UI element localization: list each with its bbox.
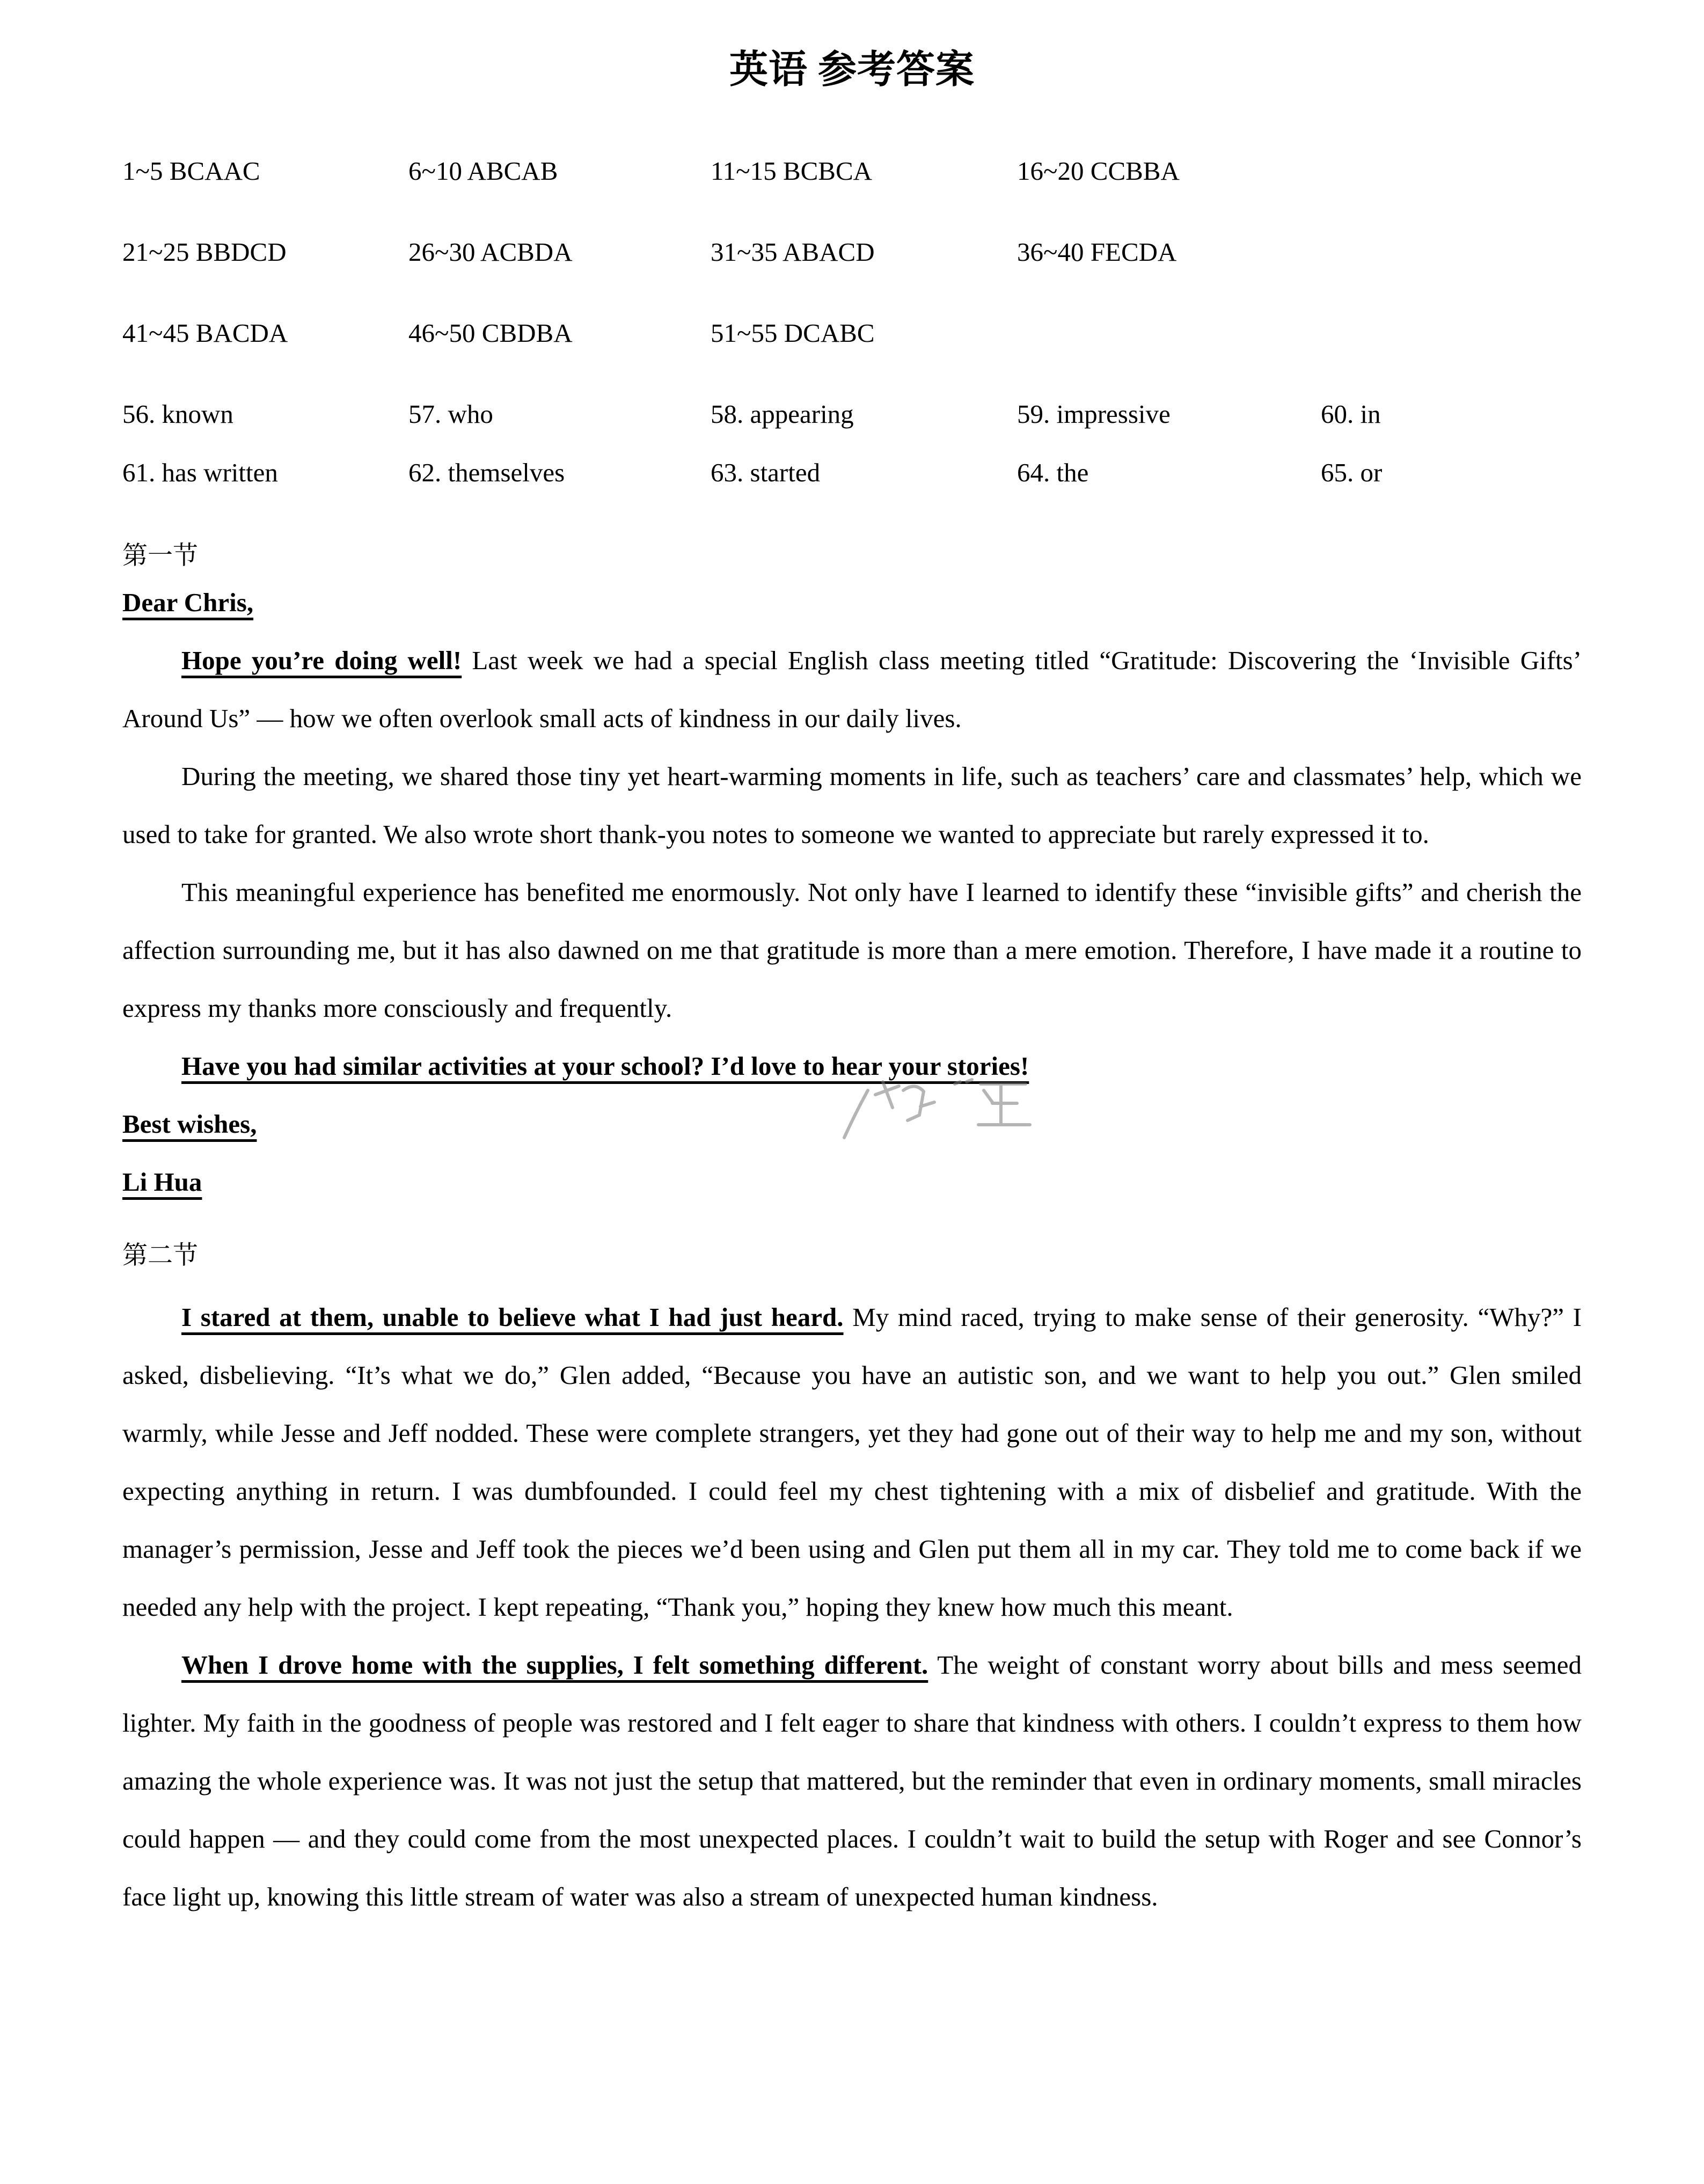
closing-text: Best wishes, bbox=[122, 1109, 257, 1139]
letter-closing bbox=[122, 1095, 1582, 1153]
answer-cell: 62. themselves bbox=[408, 458, 565, 487]
fill-answers-row-2 bbox=[122, 456, 1582, 515]
answer-cell: 59. impressive bbox=[1017, 399, 1171, 429]
answer-cell: 26~30 ACBDA bbox=[408, 237, 573, 267]
letter-paragraph bbox=[122, 632, 1582, 747]
section-one-letter bbox=[122, 574, 1582, 1211]
answer-key bbox=[122, 155, 1582, 515]
answer-cell: 63. started bbox=[711, 458, 821, 487]
answer-cell: 1~5 BCAAC bbox=[122, 156, 260, 186]
answer-cell: 36~40 FECDA bbox=[1017, 237, 1177, 267]
fill-answers-row-1 bbox=[122, 398, 1582, 456]
answer-cell: 57. who bbox=[408, 399, 493, 429]
paragraph-text: This meaningful experience has benefited me enormously. Not only have I learned to identify these “invisible gifts” and cherish the affection surrounding me, but it has also dawned on me that gratitude is more than a mere emotion. Therefore, I have made it a routine to express my thanks more consciously and frequently. bbox=[122, 877, 1582, 1023]
answer-cell: 11~15 BCBCA bbox=[711, 156, 873, 186]
answer-cell: 56. known bbox=[122, 399, 233, 429]
paragraph-text: During the meeting, we shared those tiny yet heart-warming moments in life, such as teachers’ care and classmates’ help, which we used to take for granted. We also wrote short thank-you notes to someone we wanted to appreciate but rarely expressed it to. bbox=[122, 761, 1582, 849]
paragraph-text: Last week we had a special English class meeting titled “Gratitude: Discovering the ‘Invisible Gifts’ Around Us” — how we often overlook small acts of kindness in our daily lives. bbox=[122, 646, 1582, 733]
underlined-sentence: When I drove home with the supplies, I felt something different. bbox=[181, 1650, 928, 1680]
letter-paragraph bbox=[122, 1037, 1582, 1095]
answer-cell: 6~10 ABCAB bbox=[408, 156, 558, 186]
letter-paragraph bbox=[122, 863, 1582, 1037]
letter-paragraph bbox=[122, 747, 1582, 863]
choice-answers-row-3 bbox=[122, 317, 1582, 398]
choice-answers-row-1 bbox=[122, 155, 1582, 236]
salutation-text: Dear Chris, bbox=[122, 588, 254, 617]
paragraph-text: The weight of constant worry about bills and mess seemed lighter. My faith in the goodness of people was restored and I felt eager to share that kindness with others. I couldn’t express to them how amazing the whole experience was. It was not just the setup that mattered, but the reminder that even in ordinary moments, small miracles could happen — and they could come from the most unexpected places. I couldn’t wait to build the setup with Roger and see Connor’s face light up, knowing this little stream of water was also a stream of unexpected human kindness. bbox=[122, 1650, 1582, 1911]
answer-cell: 61. has written bbox=[122, 458, 278, 487]
answer-cell: 51~55 DCABC bbox=[711, 318, 875, 348]
answer-cell: 60. in bbox=[1321, 399, 1381, 429]
answer-cell: 58. appearing bbox=[711, 399, 854, 429]
answer-cell: 64. the bbox=[1017, 458, 1089, 487]
section-one-heading: 第一节 bbox=[122, 542, 198, 570]
choice-answers-row-2 bbox=[122, 236, 1582, 317]
paragraph-text: My mind raced, trying to make sense of their generosity. “Why?” I asked, disbelieving. “It’s what we do,” Glen added, “Because you have an autistic son, and we want to help you out.” Glen smiled warmly, while Jesse and Jeff nodded. These were complete strangers, yet they had gone out of their way to help me and my son, without expecting anything in return. I was dumbfounded. I could feel my chest tightening with a mix of disbelief and gratitude. With the manager’s permission, Jesse and Jeff took the pieces we’d been using and Glen put them all in my car. They told me to come back if we needed any help with the project. I kept repeating, “Thank you,” hoping they knew how much this meant. bbox=[122, 1302, 1582, 1622]
answer-cell: 46~50 CBDBA bbox=[408, 318, 573, 348]
section-two-passage bbox=[122, 1288, 1582, 1926]
answer-cell: 41~45 BACDA bbox=[122, 318, 288, 348]
section-two-heading: 第二节 bbox=[122, 1242, 198, 1270]
letter-salutation bbox=[122, 574, 1582, 632]
answer-cell: 16~20 CCBBA bbox=[1017, 156, 1180, 186]
answer-cell: 65. or bbox=[1321, 458, 1383, 487]
answer-cell: 31~35 ABACD bbox=[711, 237, 875, 267]
underlined-sentence: Have you had similar activities at your school? I’d love to hear your stories! bbox=[181, 1051, 1029, 1081]
page-title: 英语 参考答案 bbox=[729, 48, 975, 91]
passage-paragraph bbox=[122, 1636, 1582, 1926]
underlined-sentence: Hope you’re doing well! bbox=[181, 646, 462, 675]
letter-signature bbox=[122, 1153, 1582, 1211]
answer-cell: 21~25 BBDCD bbox=[122, 237, 287, 267]
passage-paragraph bbox=[122, 1288, 1582, 1636]
signature-text: Li Hua bbox=[122, 1167, 202, 1197]
underlined-sentence: I stared at them, unable to believe what I had just heard. bbox=[181, 1302, 844, 1332]
